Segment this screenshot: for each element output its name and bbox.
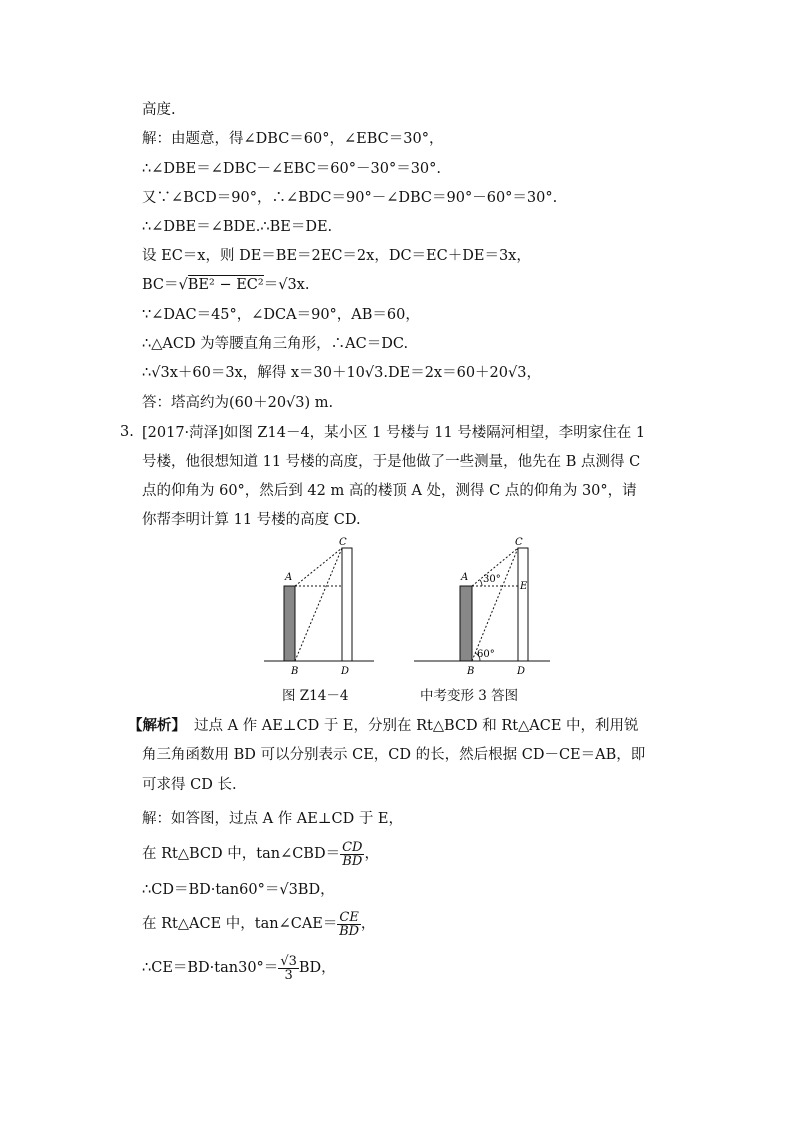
figure-z14-4: [258, 534, 378, 680]
analysis-text: 过点 A 作 AE⊥CD 于 E，分别在 Rt△BCD 和 Rt△ACE 中，利用锐: [194, 718, 639, 734]
building-1: [284, 586, 295, 661]
question-line: 点的仰角为 60°，然后到 42 m 高的楼顶 A 处，测得 C 点的仰角为 30°，请: [142, 483, 637, 499]
radicand: BE² − EC²: [187, 277, 264, 293]
solution-line: 解：如答图，过点 A 作 AE⊥CD 于 E，: [142, 811, 404, 827]
text-part: BD，: [298, 960, 336, 976]
text-line: ∴∠DBE＝∠BDE.∴BE＝DE.: [142, 219, 333, 235]
label-c: C: [339, 537, 347, 548]
fraction-denominator: BD: [339, 923, 360, 939]
figure-answer: [410, 534, 556, 680]
label-d: D: [517, 666, 526, 677]
building-11: [518, 548, 528, 661]
figure-caption-left: 图 Z14－4: [282, 688, 349, 704]
label-b: B: [467, 666, 475, 677]
analysis-line: 角三角函数用 BD 可以分别表示 CE，CD 的长，然后根据 CD－CE＝AB，即: [142, 747, 646, 763]
label-angle-60: 60°: [477, 649, 495, 660]
label-e: E: [520, 581, 528, 592]
radical-sign: √: [178, 277, 188, 293]
text-line: ∴√3x＋60＝3x，解得 x＝30＋10√3.DE＝2x＝60＋20√3，: [142, 365, 541, 381]
sightline-b-c: [295, 548, 342, 661]
text-part: ＝√3x.: [263, 277, 310, 293]
label-a: A: [285, 572, 293, 583]
label-c: C: [515, 537, 523, 548]
question-number: 3.: [120, 424, 134, 440]
text-line: 设 EC＝x，则 DE＝BE＝2EC＝2x，DC＝EC＋DE＝3x，: [142, 248, 531, 264]
text-line: ∵∠DAC＝45°，∠DCA＝90°，AB＝60，: [142, 307, 420, 323]
solution-line: [142, 954, 336, 982]
solution-line: [142, 910, 375, 938]
fraction: [278, 955, 299, 982]
fraction-numerator: CD: [342, 839, 363, 855]
text-line: 答：塔高约为(60＋20√3) m.: [142, 395, 334, 411]
fraction: [337, 911, 360, 938]
text-part: ∴CE＝BD·tan30°＝: [142, 960, 279, 976]
text-line: ∴△ACD 为等腰直角三角形，∴AC＝DC.: [142, 336, 409, 352]
solution-line: ∴CD＝BD·tan60°＝√3BD，: [142, 882, 335, 898]
fraction-numerator: √3: [280, 953, 297, 969]
building-1: [460, 586, 472, 661]
fraction-denominator: 3: [284, 967, 293, 983]
label-angle-30: 30°: [483, 574, 501, 585]
text-line: [142, 276, 309, 294]
sightline-a-c: [295, 548, 342, 586]
angle-arc-30: [480, 580, 482, 586]
fraction-numerator: CE: [339, 909, 359, 925]
label-d: D: [341, 666, 350, 677]
text-part: 在 Rt△BCD 中，tan∠CBD＝: [142, 846, 341, 862]
text-line: ∴∠DBE＝∠DBC－∠EBC＝60°－30°＝30°.: [142, 161, 441, 177]
text-part: ，: [360, 916, 376, 932]
text-part: ，: [364, 846, 379, 862]
solution-line: [142, 840, 379, 868]
building-11: [342, 548, 352, 661]
question-line: [2017·菏泽]如图 Z14－4，某小区 1 号楼与 11 号楼隔河相望，李明家住在 1: [142, 425, 646, 441]
question-line: 你帮李明计算 11 号楼的高度 CD.: [142, 512, 361, 528]
analysis-tag: 【解析】: [128, 717, 186, 734]
question-line: 号楼，他很想知道 11 号楼的高度，于是他做了一些测量，他先在 B 点测得 C: [142, 454, 641, 470]
fraction: [340, 841, 364, 868]
text-line: 解：由题意，得∠DBC＝60°，∠EBC＝30°，: [142, 131, 444, 147]
analysis-line: [128, 717, 639, 735]
line-b-c: [472, 548, 518, 661]
text-line: 又∵∠BCD＝90°，∴∠BDC＝90°－∠DBC＝90°－60°＝30°.: [142, 190, 558, 206]
text-line: 高度.: [142, 102, 176, 118]
fraction-denominator: BD: [342, 853, 363, 869]
analysis-line: 可求得 CD 长.: [142, 777, 237, 793]
figure-caption-right: 中考变形 3 答图: [420, 688, 519, 704]
text-part: 在 Rt△ACE 中，tan∠CAE＝: [142, 916, 338, 932]
label-b: B: [291, 666, 299, 677]
text-part: BC＝: [142, 277, 179, 293]
label-a: A: [461, 572, 469, 583]
